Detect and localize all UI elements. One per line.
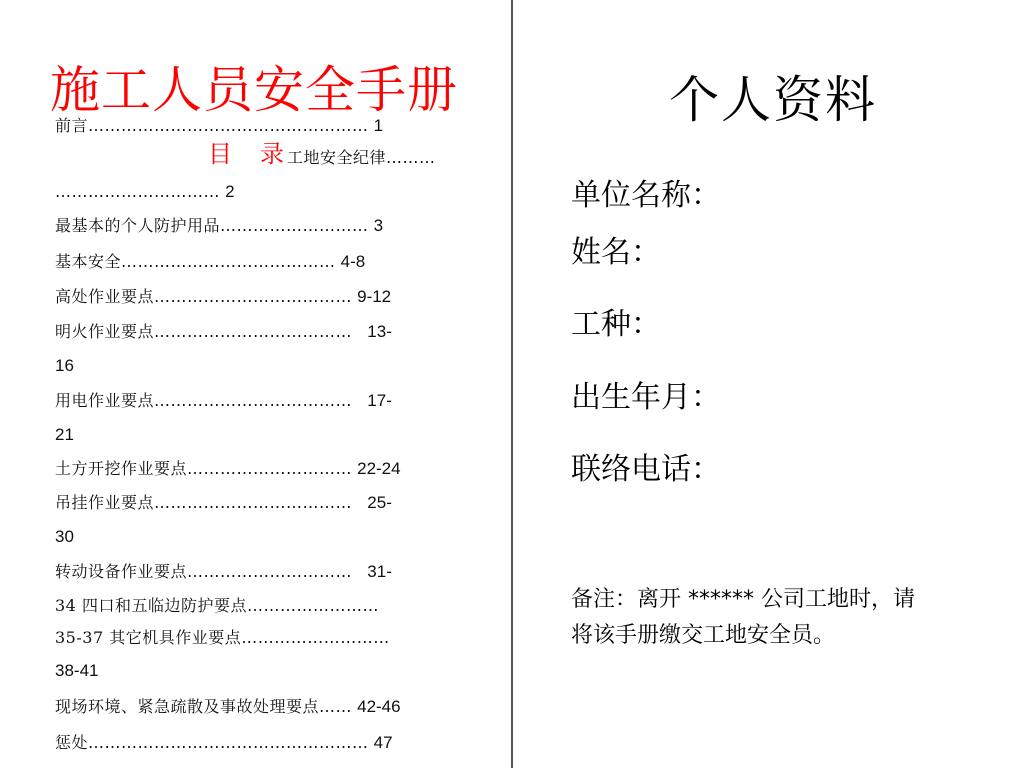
- toc-page-number: 21: [55, 425, 74, 444]
- toc-leader-dots: ………………………………: [154, 391, 353, 410]
- field-trade: 工种：: [571, 307, 661, 342]
- toc-entry-label: 工地安全纪律: [287, 148, 387, 167]
- toc-page-number: 4-8: [340, 252, 366, 271]
- toc-page-number: 22-24: [357, 459, 401, 478]
- toc-entry: [55, 285, 391, 309]
- toc-leader-dots: ……………………………………………: [88, 733, 369, 752]
- toc-entry: [287, 146, 436, 170]
- toc-entry-label: 高处作业要点: [55, 287, 155, 306]
- toc-heading: [208, 140, 284, 168]
- toc-entry-label: 35-37 其它机具作业要点: [55, 628, 242, 647]
- toc-entry: [55, 560, 392, 584]
- toc-leader-dots: ………………………: [241, 628, 390, 647]
- toc-leader-dots: ……………………: [246, 596, 379, 615]
- left-page: [0, 0, 510, 768]
- toc-leader-dots: ………………………………: [154, 322, 353, 341]
- toc-leader-dots: ……: [319, 697, 353, 716]
- toc-entry: [55, 594, 379, 618]
- toc-entry: [55, 250, 365, 274]
- toc-entry: [55, 731, 393, 755]
- toc-entry: [55, 457, 401, 481]
- toc-entry: [55, 354, 74, 378]
- toc-entry: [55, 389, 392, 413]
- toc-page-number: 30: [55, 527, 74, 546]
- toc-page-number: 25-: [367, 493, 392, 512]
- toc-entry: [55, 180, 235, 204]
- toc-entry-label: 最基本的个人防护用品: [55, 216, 221, 235]
- right-page: [514, 0, 1024, 768]
- toc-entry-label: 现场环境、紧急疏散及事故处理要点: [55, 697, 320, 716]
- toc-entry: [55, 423, 74, 447]
- toc-leader-dots: ………: [386, 148, 436, 167]
- toc-page-number: 38-41: [55, 661, 99, 680]
- profile-title: 个人资料: [669, 71, 877, 129]
- field-birth-date: 出生年月：: [571, 380, 721, 415]
- page-divider: [511, 0, 513, 768]
- toc-entry: [55, 320, 392, 344]
- toc-entry-label: 转动设备作业要点: [55, 562, 188, 581]
- toc-page-number: 1: [373, 116, 384, 135]
- toc-entry-label: 土方开挖作业要点: [55, 459, 188, 478]
- toc-entry: [55, 659, 98, 683]
- toc-page-number: 2: [225, 182, 235, 201]
- toc-entry-label: 吊挂作业要点: [55, 493, 155, 512]
- toc-entry-label: 基本安全: [55, 252, 122, 271]
- toc-entry-label: 34 四口和五临边防护要点: [55, 596, 247, 615]
- remark-note: [571, 582, 981, 654]
- manual-title: 施工人员安全手册: [50, 61, 458, 119]
- field-unit-name: 单位名称：: [571, 178, 721, 213]
- toc-page-number: 47: [373, 733, 393, 752]
- toc-entry: [55, 525, 74, 549]
- toc-page-number: 13-: [367, 322, 392, 341]
- toc-leader-dots: …………………………………: [121, 252, 336, 271]
- toc-entry-label: 用电作业要点: [55, 391, 155, 410]
- toc-leader-dots: …………………………: [187, 459, 353, 478]
- field-contact-phone: 联络电话：: [571, 452, 721, 487]
- toc-leader-dots: ………………………: [220, 216, 369, 235]
- toc-leader-dots: ………………………………: [154, 493, 353, 512]
- remark-line-2: 将该手册缴交工地安全员。: [571, 623, 836, 648]
- toc-entry-label: 前言: [55, 116, 89, 135]
- field-name: 姓名：: [571, 235, 661, 270]
- toc-entry: [55, 491, 392, 515]
- toc-leader-dots: ……………………………………………: [88, 116, 369, 135]
- toc-entry: [55, 626, 390, 650]
- toc-page-number: 31-: [367, 562, 392, 581]
- toc-entry: [55, 214, 383, 238]
- toc-page-number: 17-: [367, 391, 392, 410]
- toc-entry-label: 惩处: [55, 733, 89, 752]
- toc-entry: [55, 695, 401, 719]
- toc-entry-label: 明火作业要点: [55, 322, 155, 341]
- toc-page-number: 16: [55, 356, 74, 375]
- toc-entry: [55, 114, 383, 138]
- toc-page-number: 42-46: [357, 697, 401, 716]
- toc-leader-dots: …………………………: [187, 562, 353, 581]
- toc-page-number: 9-12: [357, 287, 392, 306]
- toc-page-number: 3: [373, 216, 384, 235]
- toc-leader-dots: ………………………………: [154, 287, 353, 306]
- toc-heading-char-2: 录: [260, 140, 284, 168]
- toc-heading-char-1: 目: [208, 140, 232, 168]
- toc-leader-dots: …………………………: [55, 182, 220, 201]
- remark-line-1: 备注：离开 ****** 公司工地时，请: [571, 587, 915, 612]
